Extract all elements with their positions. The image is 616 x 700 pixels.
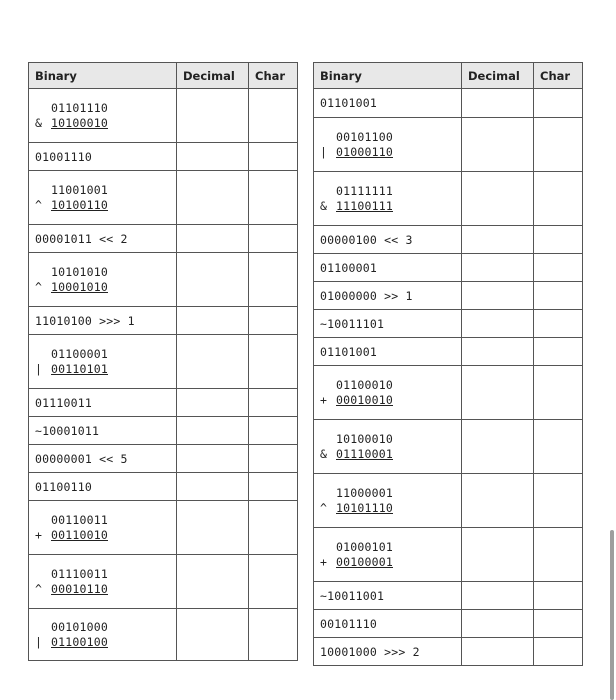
binary-operation — [35, 265, 108, 295]
decimal-answer-cell[interactable] — [177, 609, 249, 661]
table-row — [29, 445, 298, 473]
binary-cell — [29, 89, 177, 143]
operand-a: 01101110 — [51, 100, 108, 115]
operand-b-line — [320, 145, 393, 160]
binary-cell — [314, 610, 462, 638]
char-answer-cell[interactable] — [534, 172, 583, 226]
char-answer-cell[interactable] — [249, 253, 298, 307]
binary-operation — [35, 183, 108, 213]
table-row — [314, 366, 583, 420]
binary-operation — [320, 432, 393, 462]
binary-cell — [29, 555, 177, 609]
operator-symbol: + — [35, 527, 43, 542]
binary-cell — [29, 417, 177, 445]
decimal-answer-cell[interactable] — [177, 89, 249, 143]
decimal-header: Decimal — [177, 63, 249, 89]
operand-b-line — [320, 393, 393, 408]
binary-value: ~10001011 — [35, 423, 100, 438]
header-row — [29, 63, 298, 89]
binary-operation — [35, 620, 108, 650]
binary-value: 10001000 >>> 2 — [320, 644, 420, 659]
operand-b: 00110010 — [51, 527, 108, 542]
decimal-answer-cell[interactable] — [177, 143, 249, 171]
binary-cell — [29, 473, 177, 501]
table-row — [314, 226, 583, 254]
table-row — [29, 417, 298, 445]
char-answer-cell[interactable] — [534, 226, 583, 254]
operand-b: 01100100 — [51, 634, 108, 649]
operand-a: 10101010 — [51, 264, 108, 279]
binary-operation — [320, 130, 393, 160]
binary-value: 11010100 >>> 1 — [35, 313, 135, 328]
decimal-header: Decimal — [462, 63, 534, 89]
operand-b: 00100001 — [336, 554, 393, 569]
binary-cell — [29, 307, 177, 335]
char-answer-cell[interactable] — [534, 610, 583, 638]
operator-symbol: + — [320, 554, 328, 569]
operand-a: 11001001 — [51, 182, 108, 197]
decimal-answer-cell[interactable] — [462, 610, 534, 638]
operator-symbol: & — [320, 198, 328, 213]
decimal-answer-cell[interactable] — [177, 445, 249, 473]
operand-b-line — [320, 447, 393, 462]
binary-cell — [314, 420, 462, 474]
table-row — [314, 420, 583, 474]
table-row — [29, 501, 298, 555]
binary-value: 00001011 << 2 — [35, 231, 128, 246]
binary-cell — [314, 226, 462, 254]
table-row — [314, 118, 583, 172]
char-answer-cell[interactable] — [534, 118, 583, 172]
decimal-answer-cell[interactable] — [177, 307, 249, 335]
char-answer-cell[interactable] — [249, 171, 298, 225]
char-answer-cell[interactable] — [534, 420, 583, 474]
decimal-answer-cell[interactable] — [177, 225, 249, 253]
char-answer-cell[interactable] — [249, 445, 298, 473]
binary-operation — [320, 486, 393, 516]
table-row — [314, 474, 583, 528]
char-answer-cell[interactable] — [249, 473, 298, 501]
operand-b: 00110101 — [51, 361, 108, 376]
decimal-answer-cell[interactable] — [462, 366, 534, 420]
decimal-answer-cell[interactable] — [462, 474, 534, 528]
decimal-answer-cell[interactable] — [462, 638, 534, 666]
table-row — [314, 89, 583, 118]
binary-cell — [314, 366, 462, 420]
operand-b: 10100010 — [51, 115, 108, 130]
binary-cell — [29, 445, 177, 473]
decimal-answer-cell[interactable] — [177, 473, 249, 501]
operand-b-line — [320, 555, 393, 570]
char-answer-cell[interactable] — [249, 225, 298, 253]
operand-a: 00101100 — [336, 129, 393, 144]
binary-value: ~10011001 — [320, 588, 385, 603]
binary-operation — [35, 101, 108, 131]
operator-symbol: ^ — [35, 581, 43, 596]
operand-b-line — [320, 199, 393, 214]
table-row — [314, 172, 583, 226]
decimal-answer-cell[interactable] — [462, 89, 534, 118]
binary-operation — [35, 347, 108, 377]
operator-symbol: ^ — [320, 500, 328, 515]
table-row — [29, 307, 298, 335]
binary-value: 00000100 << 3 — [320, 232, 413, 247]
binary-value: 01000000 >> 1 — [320, 288, 413, 303]
decimal-answer-cell[interactable] — [177, 501, 249, 555]
binary-cell — [314, 118, 462, 172]
table-row — [314, 610, 583, 638]
operand-b: 01110001 — [336, 446, 393, 461]
decimal-answer-cell[interactable] — [462, 420, 534, 474]
binary-value: ~10011101 — [320, 316, 385, 331]
operand-b: 10101110 — [336, 500, 393, 515]
table-row — [29, 253, 298, 307]
operand-a: 01100010 — [336, 377, 393, 392]
operand-a: 01111111 — [336, 183, 393, 198]
operator-symbol: + — [320, 392, 328, 407]
table-row — [314, 638, 583, 666]
binary-cell — [29, 389, 177, 417]
char-answer-cell[interactable] — [249, 609, 298, 661]
char-answer-cell[interactable] — [534, 582, 583, 610]
decimal-answer-cell[interactable] — [462, 310, 534, 338]
decimal-answer-cell[interactable] — [462, 528, 534, 582]
decimal-answer-cell[interactable] — [177, 389, 249, 417]
operand-b-line — [35, 198, 108, 213]
table-row — [29, 389, 298, 417]
decimal-answer-cell[interactable] — [462, 338, 534, 366]
binary-operation — [320, 378, 393, 408]
operand-b-line — [35, 635, 108, 650]
operand-a: 01110011 — [51, 566, 108, 581]
char-answer-cell[interactable] — [534, 254, 583, 282]
operand-a: 01100001 — [51, 346, 108, 361]
operand-b-line — [35, 362, 108, 377]
table-row — [29, 335, 298, 389]
decimal-answer-cell[interactable] — [462, 172, 534, 226]
binary-cell — [314, 338, 462, 366]
binary-cell — [314, 282, 462, 310]
operator-symbol: & — [35, 115, 43, 130]
operator-symbol: ^ — [35, 197, 43, 212]
decimal-answer-cell[interactable] — [462, 118, 534, 172]
table-row — [29, 143, 298, 171]
char-answer-cell[interactable] — [249, 417, 298, 445]
decimal-answer-cell[interactable] — [177, 555, 249, 609]
operator-symbol: | — [320, 144, 328, 159]
table-row — [314, 582, 583, 610]
binary-header: Binary — [314, 63, 462, 89]
binary-cell — [29, 143, 177, 171]
binary-operation — [35, 513, 108, 543]
operand-a: 00110011 — [51, 512, 108, 527]
binary-value: 01100110 — [35, 479, 92, 494]
decimal-answer-cell[interactable] — [462, 226, 534, 254]
operand-b: 10100110 — [51, 197, 108, 212]
table-row — [29, 609, 298, 661]
binary-operation — [320, 184, 393, 214]
operand-b-line — [35, 528, 108, 543]
operand-b: 00010010 — [336, 392, 393, 407]
table-row — [29, 171, 298, 225]
char-answer-cell[interactable] — [249, 501, 298, 555]
operator-symbol: | — [35, 634, 43, 649]
operand-b-line — [35, 116, 108, 131]
decimal-answer-cell[interactable] — [177, 335, 249, 389]
char-header: Char — [249, 63, 298, 89]
char-answer-cell[interactable] — [249, 143, 298, 171]
header-row — [314, 63, 583, 89]
operand-b-line — [35, 280, 108, 295]
binary-cell — [314, 310, 462, 338]
binary-value: 01110011 — [35, 395, 92, 410]
char-answer-cell[interactable] — [534, 528, 583, 582]
char-answer-cell[interactable] — [534, 366, 583, 420]
operand-a: 11000001 — [336, 485, 393, 500]
char-answer-cell[interactable] — [249, 335, 298, 389]
binary-value: 01100001 — [320, 260, 377, 275]
binary-cell — [314, 474, 462, 528]
char-answer-cell[interactable] — [249, 555, 298, 609]
binary-cell — [29, 253, 177, 307]
decimal-answer-cell[interactable] — [177, 253, 249, 307]
operand-a: 00101000 — [51, 619, 108, 634]
binary-cell — [314, 172, 462, 226]
operator-symbol: ^ — [35, 279, 43, 294]
char-answer-cell[interactable] — [249, 89, 298, 143]
char-answer-cell[interactable] — [534, 282, 583, 310]
table-row — [29, 473, 298, 501]
decimal-answer-cell[interactable] — [177, 171, 249, 225]
binary-cell — [29, 171, 177, 225]
table-row — [314, 310, 583, 338]
table-row — [29, 225, 298, 253]
binary-cell — [29, 609, 177, 661]
binary-value: 01101001 — [320, 96, 377, 110]
operand-b-line — [35, 582, 108, 597]
decimal-answer-cell[interactable] — [462, 254, 534, 282]
operator-symbol: & — [320, 446, 328, 461]
operator-symbol: | — [35, 361, 43, 376]
char-answer-cell[interactable] — [534, 638, 583, 666]
char-answer-cell[interactable] — [534, 310, 583, 338]
table-row — [314, 528, 583, 582]
binary-cell — [29, 501, 177, 555]
binary-value: 01001110 — [35, 149, 92, 164]
decimal-answer-cell[interactable] — [177, 417, 249, 445]
table-row — [314, 282, 583, 310]
operand-b: 10001010 — [51, 279, 108, 294]
decimal-answer-cell[interactable] — [462, 282, 534, 310]
binary-value: 01101001 — [320, 344, 377, 359]
char-header: Char — [534, 63, 583, 89]
binary-cell — [314, 638, 462, 666]
operand-a: 10100010 — [336, 431, 393, 446]
char-answer-cell[interactable] — [249, 389, 298, 417]
binary-cell — [29, 225, 177, 253]
binary-value: 00101110 — [320, 616, 377, 631]
operand-b-line — [320, 501, 393, 516]
char-answer-cell[interactable] — [534, 338, 583, 366]
table-row — [29, 555, 298, 609]
char-answer-cell[interactable] — [249, 307, 298, 335]
table-row — [29, 89, 298, 143]
binary-header: Binary — [29, 63, 177, 89]
decimal-answer-cell[interactable] — [462, 582, 534, 610]
binary-cell — [314, 254, 462, 282]
binary-cell — [314, 582, 462, 610]
binary-cell — [314, 89, 462, 118]
char-answer-cell[interactable] — [534, 474, 583, 528]
binary-operation — [320, 540, 393, 570]
right-binary-table — [313, 62, 583, 666]
operand-b: 11100111 — [336, 198, 393, 213]
table-row — [314, 254, 583, 282]
binary-cell — [29, 335, 177, 389]
table-row — [314, 338, 583, 366]
operand-b: 00010110 — [51, 581, 108, 596]
operand-b: 01000110 — [336, 144, 393, 159]
binary-cell — [314, 528, 462, 582]
left-binary-table — [28, 62, 298, 661]
binary-value: 00000001 << 5 — [35, 451, 128, 466]
vertical-scrollbar[interactable] — [610, 530, 614, 700]
operand-a: 01000101 — [336, 539, 393, 554]
char-answer-cell[interactable] — [534, 89, 583, 118]
binary-operation — [35, 567, 108, 597]
